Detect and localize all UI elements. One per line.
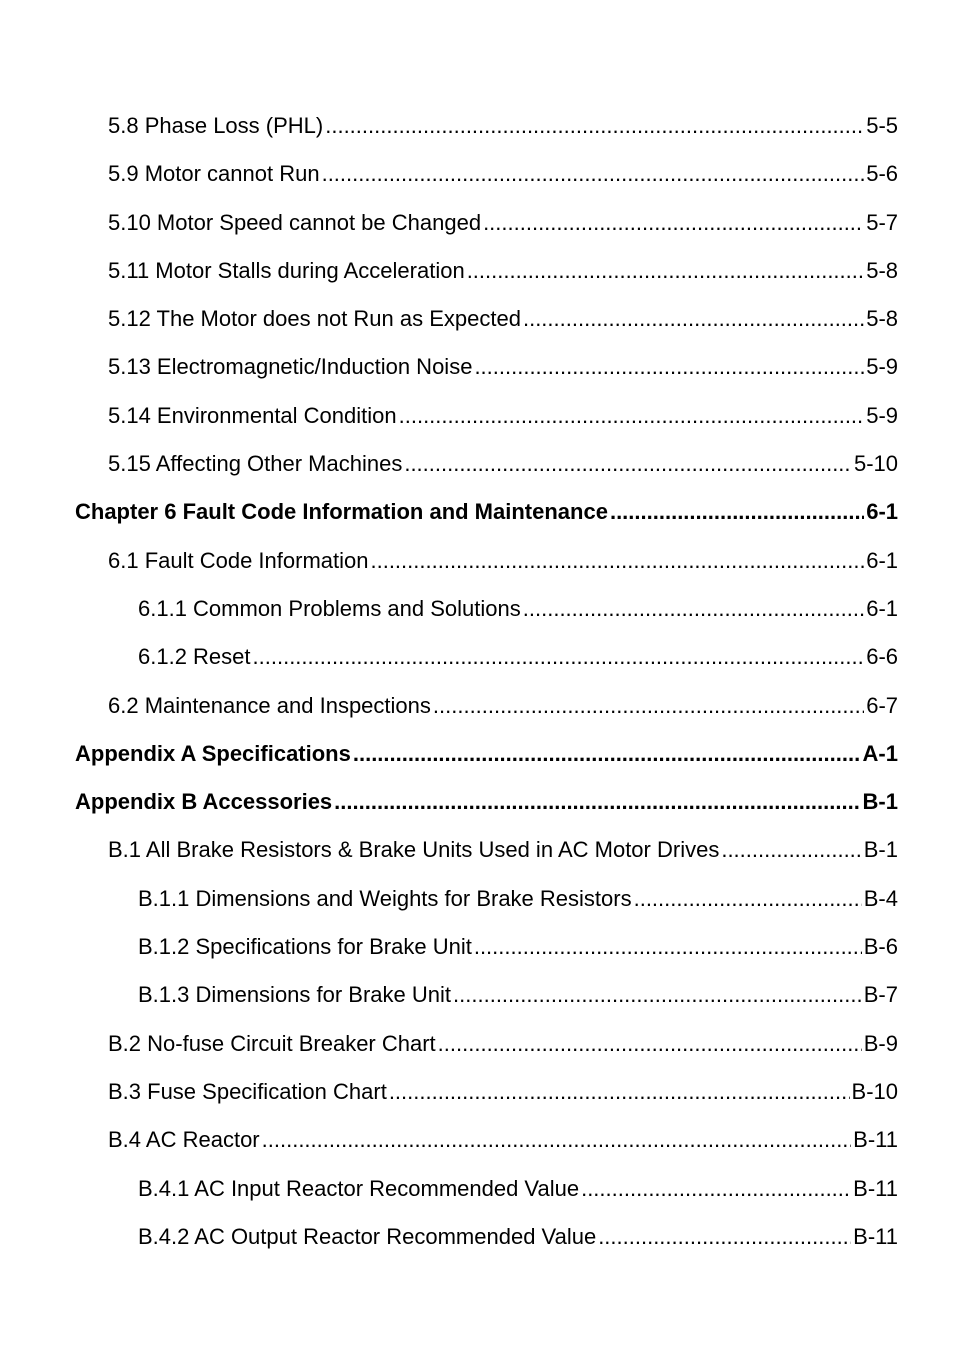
toc-entry-page: 6-1 [866, 547, 898, 573]
dot-leader [523, 295, 864, 343]
toc-entry[interactable] [0, 585, 954, 633]
toc-entry-label: 5.14 Environmental Condition [108, 402, 397, 428]
toc-entry-page: 5-9 [866, 354, 898, 380]
toc-entry-page: 5-7 [866, 209, 898, 235]
dot-leader [353, 730, 861, 778]
toc-entry[interactable] [0, 295, 954, 343]
dot-leader [334, 778, 860, 826]
toc-entry[interactable] [0, 923, 954, 971]
toc-entry-page: 6-6 [866, 644, 898, 670]
toc-entry[interactable] [0, 1020, 954, 1068]
toc-entry-label: Appendix B Accessories [75, 789, 333, 815]
toc-entry-label: 5.10 Motor Speed cannot be Changed [108, 209, 482, 235]
toc-chapter-entry[interactable] [0, 778, 954, 826]
dot-leader [598, 1213, 851, 1261]
dot-leader [721, 826, 861, 874]
toc-entry-page: 6-1 [866, 499, 898, 525]
toc-entry[interactable] [0, 1213, 954, 1261]
toc-entry-page: B-11 [853, 1175, 898, 1201]
toc-entry[interactable] [0, 1068, 954, 1116]
toc-entry-label: B.1 All Brake Resistors & Brake Units Used in AC Motor Drives [108, 837, 720, 863]
dot-leader [474, 343, 864, 391]
dot-leader [325, 102, 864, 150]
toc-chapter-entry[interactable] [0, 730, 954, 778]
toc-entry[interactable] [0, 971, 954, 1019]
toc-entry-page: B-10 [851, 1078, 898, 1104]
toc-entry-label: 6.1.2 Reset [138, 644, 251, 670]
toc-entry[interactable] [0, 392, 954, 440]
toc-entry[interactable] [0, 826, 954, 874]
toc-entry-label: Appendix A Specifications [75, 740, 351, 766]
toc-entry[interactable] [0, 150, 954, 198]
toc-entry-label: B.1.1 Dimensions and Weights for Brake Resistors [138, 885, 632, 911]
dot-leader [467, 247, 865, 295]
dot-leader [453, 971, 862, 1019]
dot-leader [483, 199, 864, 247]
toc-entry-page: B-4 [863, 885, 898, 911]
toc-entry-label: B.4.1 AC Input Reactor Recommended Value [138, 1175, 580, 1201]
toc-entry[interactable] [0, 199, 954, 247]
dot-leader [253, 633, 865, 681]
toc-entry-page: B-1 [863, 837, 898, 863]
toc-entry-page: B-6 [863, 934, 898, 960]
toc-entry[interactable] [0, 102, 954, 150]
dot-leader [523, 585, 864, 633]
toc-entry[interactable] [0, 537, 954, 585]
toc-entry[interactable] [0, 1116, 954, 1164]
dot-leader [474, 923, 862, 971]
toc-entry-page: B-7 [863, 982, 898, 1008]
toc-entry-label: B.4.2 AC Output Reactor Recommended Value [138, 1223, 597, 1249]
toc-entry-label: 5.8 Phase Loss (PHL) [108, 113, 324, 138]
toc-entry-label: 6.1 Fault Code Information [108, 547, 369, 573]
toc-entry-label: B.1.2 Specifications for Brake Unit [138, 934, 472, 960]
toc-entry-label: 5.11 Motor Stalls during Acceleration [108, 257, 465, 283]
toc-entry-page: 5-5 [866, 113, 898, 138]
toc-entry-page: B-9 [863, 1030, 898, 1056]
toc-entry-page: 5-8 [866, 257, 898, 283]
toc-entry-page: A-1 [862, 740, 898, 766]
toc-entry-page: B-11 [853, 1127, 898, 1153]
toc-entry-label: 6.1.1 Common Problems and Solutions [138, 595, 521, 621]
toc-entry[interactable] [0, 343, 954, 391]
toc-entry-label: B.1.3 Dimensions for Brake Unit [138, 982, 452, 1008]
dot-leader [262, 1116, 852, 1164]
table-of-contents [0, 102, 954, 1261]
toc-entry-label: B.3 Fuse Specification Chart [108, 1078, 387, 1104]
toc-entry[interactable] [0, 247, 954, 295]
toc-entry-page: 5-9 [866, 402, 898, 428]
toc-entry-label: B.4 AC Reactor [108, 1127, 260, 1153]
toc-entry-label: 5.13 Electromagnetic/Induction Noise [108, 354, 473, 380]
toc-entry-page: B-11 [853, 1223, 898, 1249]
dot-leader [404, 440, 852, 488]
dot-leader [581, 1165, 851, 1213]
dot-leader [438, 1020, 862, 1068]
toc-entry-page: 5-10 [853, 451, 898, 477]
toc-entry[interactable] [0, 1165, 954, 1213]
toc-entry-label: 6.2 Maintenance and Inspections [108, 692, 431, 718]
toc-entry[interactable] [0, 682, 954, 730]
toc-entry-label: 5.12 The Motor does not Run as Expected [108, 306, 521, 332]
dot-leader [634, 875, 862, 923]
dot-leader [370, 537, 864, 585]
toc-entry-page: B-1 [862, 789, 898, 815]
toc-entry[interactable] [0, 875, 954, 923]
toc-entry-label: Chapter 6 Fault Code Information and Maintenance [75, 499, 608, 525]
dot-leader [389, 1068, 850, 1116]
dot-leader [399, 392, 865, 440]
toc-entry-label: B.2 No-fuse Circuit Breaker Chart [108, 1030, 436, 1056]
toc-entry-page: 6-1 [866, 595, 898, 621]
dot-leader [433, 682, 864, 730]
dot-leader [610, 488, 864, 536]
toc-entry[interactable] [0, 440, 954, 488]
toc-entry-page: 6-7 [866, 692, 898, 718]
toc-chapter-entry[interactable] [0, 488, 954, 536]
toc-entry[interactable] [0, 633, 954, 681]
toc-entry-page: 5-6 [866, 161, 898, 187]
toc-entry-page: 5-8 [866, 306, 898, 332]
dot-leader [322, 150, 865, 198]
toc-entry-label: 5.9 Motor cannot Run [108, 161, 320, 187]
toc-entry-label: 5.15 Affecting Other Machines [108, 451, 403, 477]
